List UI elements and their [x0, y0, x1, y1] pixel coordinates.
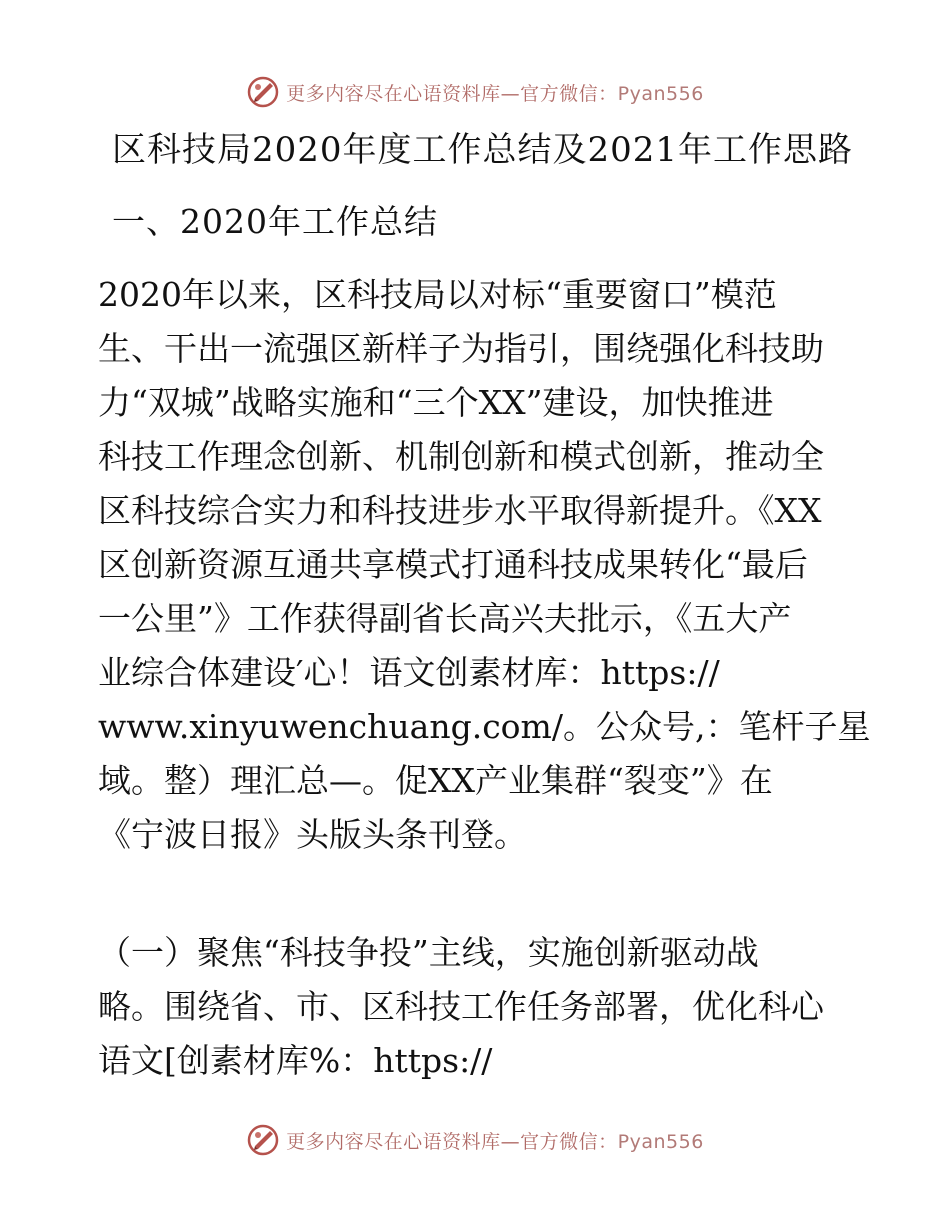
- paragraph-line: www.xinyuwenchuang.com/。公众号,：笔杆子星: [98, 707, 871, 746]
- paragraph-line: 一公里”》工作获得副省长高兴夫批示，《五大产: [98, 599, 792, 638]
- banner-text: 更多内容尽在心语资料库—官方微信：Pyan556: [286, 82, 704, 105]
- paragraph-line: 区创新资源互通共享模式打通科技成果转化“最后: [98, 545, 808, 584]
- paragraph-line: 科技工作理念创新、机制创新和模式创新，推动全: [98, 437, 824, 476]
- paragraph-line: 力“双城”战略实施和“三个XX”建设，加快推进: [98, 383, 774, 422]
- brand-logo-icon: [246, 75, 280, 109]
- wechat-id: Pyan556: [617, 1130, 704, 1153]
- paragraph-line: 2020年以来，区科技局以对标“重要窗口”模范: [98, 275, 777, 314]
- banner-text: 更多内容尽在心语资料库—官方微信：Pyan556: [286, 1130, 704, 1153]
- brand-logo-icon: [246, 1123, 280, 1157]
- section-heading: 一、2020年工作总结: [112, 202, 438, 241]
- paragraph-summary: [98, 268, 871, 862]
- paragraph-line: （一）聚焦“科技争投”主线，实施创新驱动战: [98, 933, 759, 972]
- document-title: 区科技局2020年度工作总结及2021年工作思路: [112, 130, 854, 170]
- paragraph-line: 《宁波日报》头版头条刊登。: [98, 815, 527, 854]
- paragraph-line: 生、干出一流强区新样子为指引，围绕强化科技助: [98, 329, 824, 368]
- footer-banner: [0, 1120, 950, 1160]
- paragraph-line: 域。整）理汇总—。促XX产业集群“裂变”》在: [98, 761, 773, 800]
- wechat-id: Pyan556: [617, 82, 704, 105]
- paragraph-line: 业综合体建设′心！语文创素材库：https://: [98, 653, 720, 692]
- header-banner: [0, 72, 950, 112]
- paragraph-line: 区科技综合实力和科技进步水平取得新提升。《XX: [98, 491, 822, 530]
- paragraph-line: 语文[创素材库%：https://: [98, 1041, 493, 1080]
- paragraph-line: 略。围绕省、市、区科技工作任务部署，优化科心: [98, 987, 824, 1026]
- paragraph-section-one: [98, 926, 858, 1088]
